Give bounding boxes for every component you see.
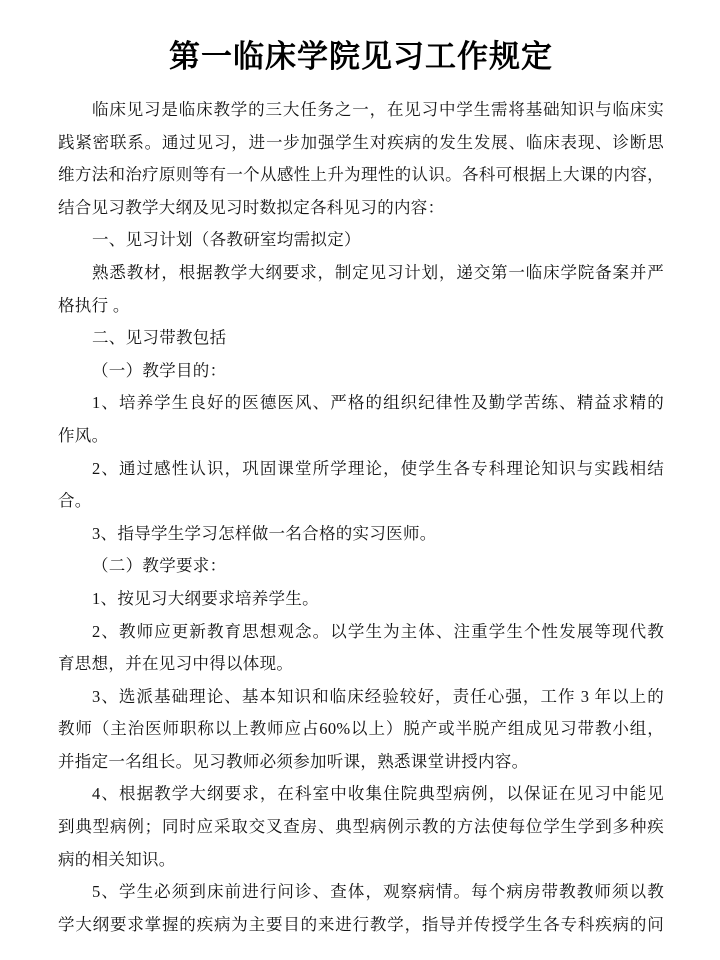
text-line: 到典型病例；同时应采取交叉查房、典型病例示教的方法使每位学生学到多种疾 [58, 817, 664, 837]
text-line: 践紧密联系。通过见习，进一步加强学生对疾病的发生发展、临床表现、诊断思 [58, 132, 664, 152]
text-line: 4、根据教学大纲要求，在科室中收集住院典型病例，以保证在见习中能见 [92, 784, 664, 804]
text-line: 5、学生必须到床前进行问诊、查体，观察病情。每个病房带教教师须以教 [92, 882, 664, 902]
text-line: 维方法和治疗原则等有一个从感性上升为理性的认识。各科可根据上大课的内容， [58, 165, 664, 185]
text-line: 临床见习是临床教学的三大任务之一，在见习中学生需将基础知识与临床实 [92, 100, 664, 119]
text-line: 并指定一名组长。见习教师必须参加听课，熟悉课堂讲授内容。 [58, 751, 529, 771]
text-line: （一）教学目的： [92, 360, 227, 380]
text-line: 格执行 。 [58, 295, 130, 315]
text-line: （二）教学要求： [92, 556, 227, 576]
text-line: 3、指导学生学习怎样做一名合格的实习医师。 [92, 523, 437, 543]
text-line: 2、通过感性认识，巩固课堂所学理论，使学生各专科理论知识与实践相结 [92, 458, 664, 478]
text-line: 合。 [58, 491, 92, 511]
text-line: 作风。 [58, 425, 109, 445]
document-title: 第一临床学院见习工作规定 [169, 39, 553, 74]
text-line: 熟悉教材，根据教学大纲要求，制定见习计划，递交第一临床学院备案并严 [92, 262, 664, 282]
text-line: 1、按见习大纲要求培养学生。 [92, 588, 319, 608]
text-line: 学大纲要求掌握的疾病为主要目的来进行教学，指导并传授学生各专科疾病的问 [58, 914, 664, 934]
text-line: 1、培养学生良好的医德医风、严格的组织纪律性及勤学苦练、精益求精的 [92, 393, 664, 413]
text-line: 病的相关知识。 [58, 849, 176, 869]
text-line: 2、教师应更新教育思想观念。以学生为主体、注重学生个性发展等现代教 [92, 621, 664, 641]
text-line: 一、见习计划（各教研室均需拟定） [92, 230, 361, 250]
document-body [58, 94, 664, 941]
text-line: 教师（主治医师职称以上教师应占60%以上）脱产或半脱产组成见习带教小组， [58, 719, 664, 739]
text-line: 二、见习带教包括 [92, 328, 227, 348]
text-line: 育思想，并在见习中得以体现。 [58, 654, 294, 674]
text-line: 结合见习教学大纲及见习时数拟定各科见习的内容： [58, 197, 445, 217]
text-line: 3、选派基础理论、基本知识和临床经验较好，责任心强，工作 3 年以上的 [92, 686, 664, 706]
